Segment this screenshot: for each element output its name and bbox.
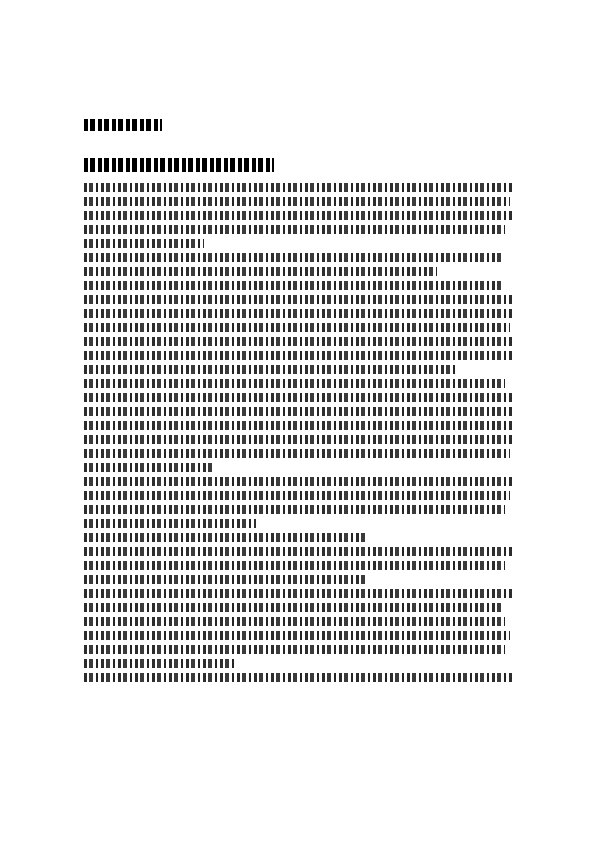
text-line <box>84 477 514 486</box>
paragraph <box>84 183 514 248</box>
text-line <box>84 407 514 416</box>
text-line <box>84 323 510 332</box>
text-line <box>84 309 514 318</box>
text-line <box>84 435 514 444</box>
text-line <box>84 449 510 458</box>
text-line <box>84 631 510 640</box>
text-line <box>84 645 505 654</box>
section-label-text <box>84 117 85 118</box>
text-line <box>84 533 368 542</box>
paragraph <box>84 589 514 668</box>
body-text <box>84 183 514 687</box>
text-line <box>84 547 514 556</box>
text-line <box>84 575 368 584</box>
paragraph <box>84 379 514 472</box>
paragraph <box>84 533 514 542</box>
text-line <box>84 379 505 388</box>
text-line <box>84 505 505 514</box>
text-line <box>84 463 213 472</box>
text-line <box>84 589 514 598</box>
document-title-glyphs <box>84 158 274 172</box>
text-line <box>84 183 514 192</box>
paragraph <box>84 547 514 584</box>
section-label-glyphs <box>84 119 162 131</box>
paragraph <box>84 673 514 682</box>
text-line <box>84 225 505 234</box>
text-line <box>84 281 501 290</box>
text-line <box>84 519 256 528</box>
text-line <box>84 253 501 262</box>
text-line <box>84 561 505 570</box>
text-line <box>84 659 235 668</box>
text-line <box>84 197 510 206</box>
text-line <box>84 617 505 626</box>
text-line <box>84 673 514 682</box>
text-line <box>84 603 501 612</box>
document-title-text <box>84 156 85 157</box>
text-line <box>84 393 514 402</box>
paragraph <box>84 253 514 276</box>
text-line <box>84 211 514 220</box>
text-line <box>84 491 510 500</box>
paragraph <box>84 281 514 374</box>
text-line <box>84 351 514 360</box>
paragraph <box>84 477 514 528</box>
section-label <box>84 117 162 133</box>
text-line <box>84 239 204 248</box>
text-line <box>84 267 437 276</box>
text-line <box>84 421 514 430</box>
text-line <box>84 295 514 304</box>
text-line <box>84 337 514 346</box>
text-line <box>84 365 458 374</box>
document-title <box>84 156 274 174</box>
